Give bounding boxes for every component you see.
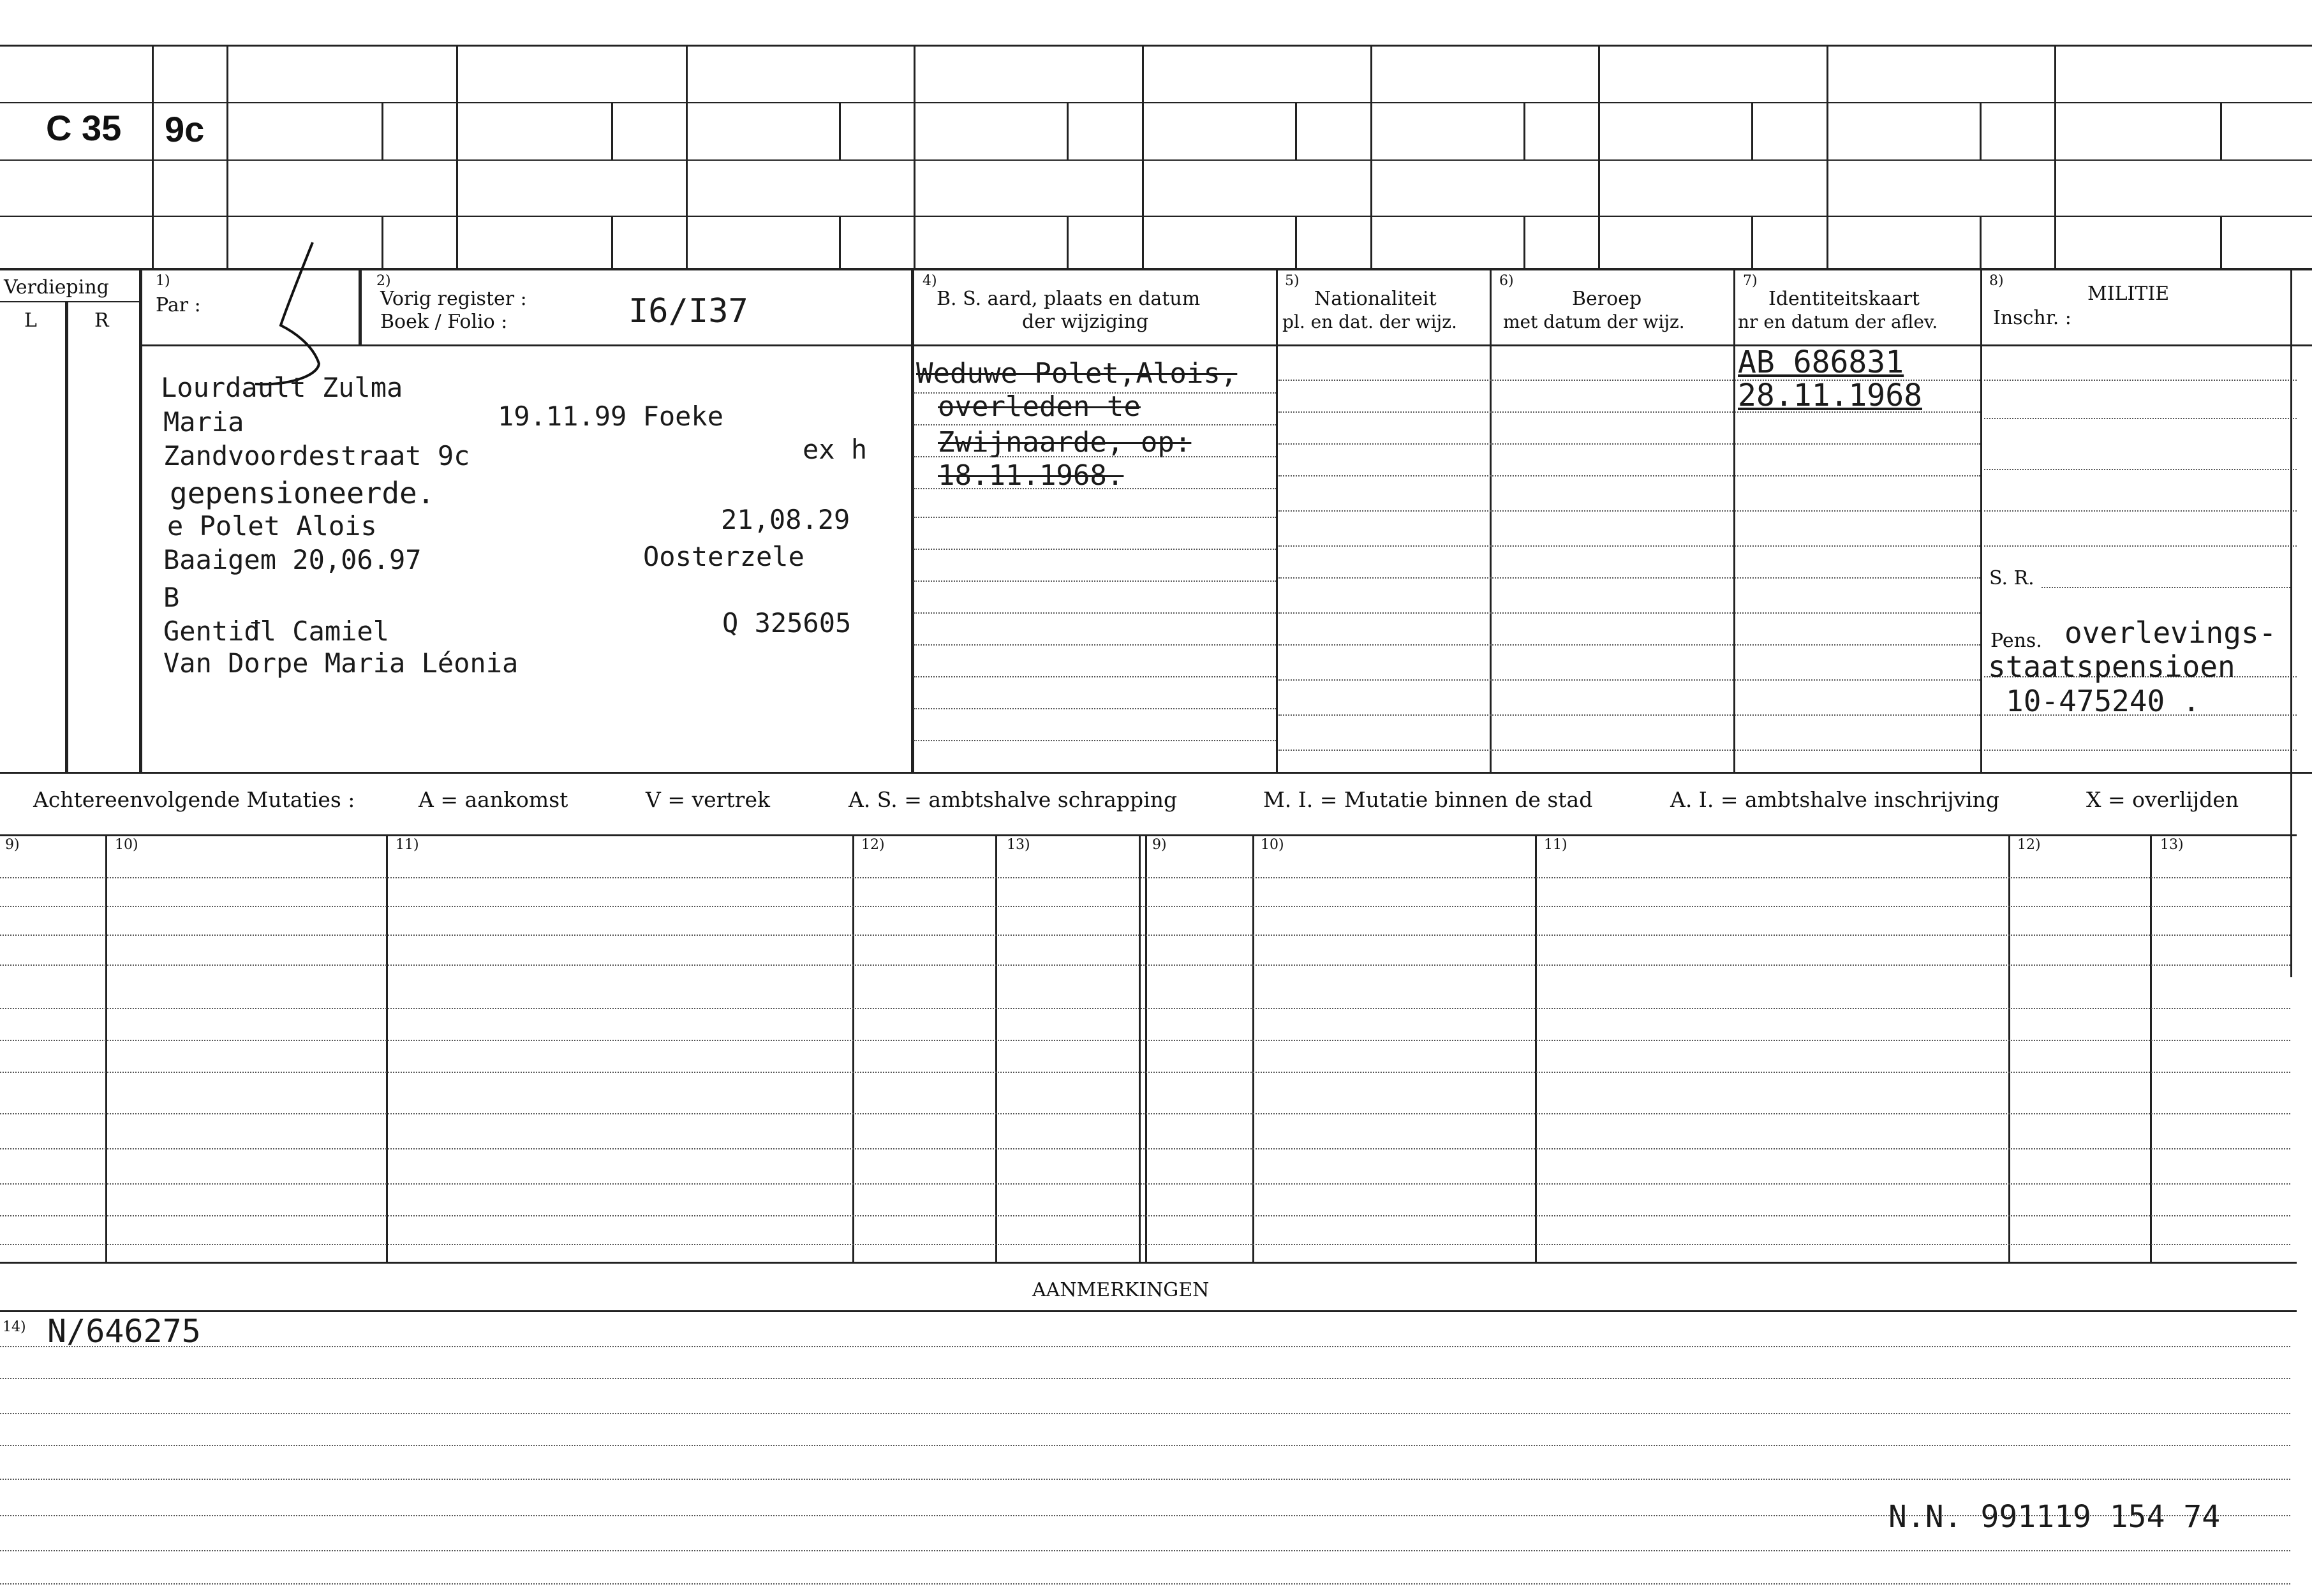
- mutations-title: Achtereenvolgende Mutaties :: [33, 787, 355, 812]
- c4-label2: der wijziging: [1022, 311, 1149, 333]
- mut-col-13b: 13): [2160, 837, 2184, 853]
- birth-date-place: 19.11.99 Foeke: [498, 401, 724, 432]
- id-card-date: 28.11.1968: [1738, 378, 1922, 413]
- c7-num: 7): [1743, 273, 1758, 289]
- person-line-1: Lourdault Zulma: [161, 372, 403, 403]
- mut-col-11b: 11): [1544, 837, 1567, 853]
- inschr-label: Inschr. :: [1993, 307, 2071, 329]
- legend-x: X = overlijden: [2086, 787, 2239, 812]
- wijziging-line-2: overleden te: [938, 390, 1141, 423]
- person-line-4: gepensioneerde.: [170, 476, 435, 510]
- r-label: R: [94, 309, 109, 332]
- vorig-register-value: I6/I37: [628, 292, 748, 330]
- militie-label: MILITIE: [2087, 283, 2170, 305]
- c5-label2: pl. en dat. der wijz.: [1282, 311, 1457, 332]
- sr-label: S. R.: [1989, 567, 2034, 589]
- spouse-date: 21,08.29: [721, 504, 850, 535]
- c2-label1: Vorig register :: [380, 288, 527, 310]
- aanmerkingen-value: N/646275: [47, 1313, 201, 1350]
- mut-col-12b: 12): [2017, 837, 2041, 853]
- mut-col-10b: 10): [1261, 837, 1284, 853]
- c6-label2: met datum der wijz.: [1503, 311, 1685, 332]
- c1-label: Par :: [156, 294, 201, 316]
- c6-num: 6): [1499, 273, 1514, 289]
- c5-num: 5): [1285, 273, 1300, 289]
- wijziging-line-4: 18.11.1968.: [938, 459, 1124, 492]
- legend-mi: M. I. = Mutatie binnen de stad: [1263, 787, 1593, 812]
- person-line-7: B: [163, 582, 180, 613]
- nn-number: N.N. 991119 154 74: [1888, 1499, 2221, 1535]
- person-line-5: e Polet Alois: [167, 510, 377, 542]
- mut-col-13a: 13): [1007, 837, 1030, 853]
- header-code-part2: 9c: [165, 109, 205, 149]
- legend-ai: A. I. = ambtshalve inschrijving: [1670, 787, 2000, 812]
- c4-label1: B. S. aard, plaats en datum: [937, 288, 1201, 310]
- pens-label: Pens.: [1990, 630, 2042, 652]
- legend-as: A. S. = ambtshalve schrapping: [848, 787, 1178, 812]
- pension-line-1: overlevings-: [2064, 616, 2277, 650]
- l-label: L: [24, 309, 37, 332]
- c7-label2: nr en datum der aflev.: [1738, 311, 1938, 332]
- c2-num: 2): [376, 273, 391, 289]
- ex-mark: ex h: [803, 434, 868, 465]
- c1-num: 1): [156, 273, 170, 289]
- mut-col-11a: 11): [396, 837, 419, 853]
- wijziging-line-1: Weduwe Polet,Alois,: [916, 357, 1238, 390]
- person-line-2: Maria: [163, 406, 244, 438]
- mut-col-9a: 9): [5, 837, 20, 853]
- mut-col-9b: 9): [1152, 837, 1167, 853]
- wijziging-line-3: Zwijnaarde, op:: [938, 426, 1192, 459]
- c4-num: 4): [923, 273, 937, 289]
- aanmerkingen-num: 14): [3, 1319, 26, 1335]
- c2-label2: Boek / Folio :: [380, 311, 508, 333]
- c7-label1: Identiteitskaart: [1768, 288, 1920, 310]
- origin-place: Oosterzele: [643, 541, 804, 572]
- legend-v: V = vertrek: [646, 787, 770, 812]
- aanmerkingen-title: AANMERKINGEN: [1032, 1279, 1210, 1301]
- person-line-6: Baaigem 20,06.97: [163, 544, 422, 575]
- c8-num: 8): [1989, 273, 2004, 289]
- person-line-3: Zandvoordestraat 9c: [163, 440, 470, 471]
- person-line-9: Van Dorpe Maria Léonia: [163, 647, 519, 679]
- reference-code: Q 325605: [722, 607, 852, 639]
- pension-line-2: staatspensioen: [1988, 649, 2235, 684]
- header-code-part1: C 35: [46, 108, 122, 148]
- legend-a: A = aankomst: [419, 787, 568, 812]
- mut-col-12a: 12): [861, 837, 885, 853]
- id-card-number: AB 686831: [1738, 344, 1904, 380]
- person-line-8: Gentiđl Camiel: [163, 616, 390, 647]
- c6-label1: Beroep: [1572, 288, 1642, 310]
- verdieping-label: Verdieping: [4, 276, 109, 299]
- c5-label1: Nationaliteit: [1314, 288, 1437, 310]
- pension-line-3: 10-475240 .: [2006, 684, 2200, 718]
- mut-col-10a: 10): [115, 837, 138, 853]
